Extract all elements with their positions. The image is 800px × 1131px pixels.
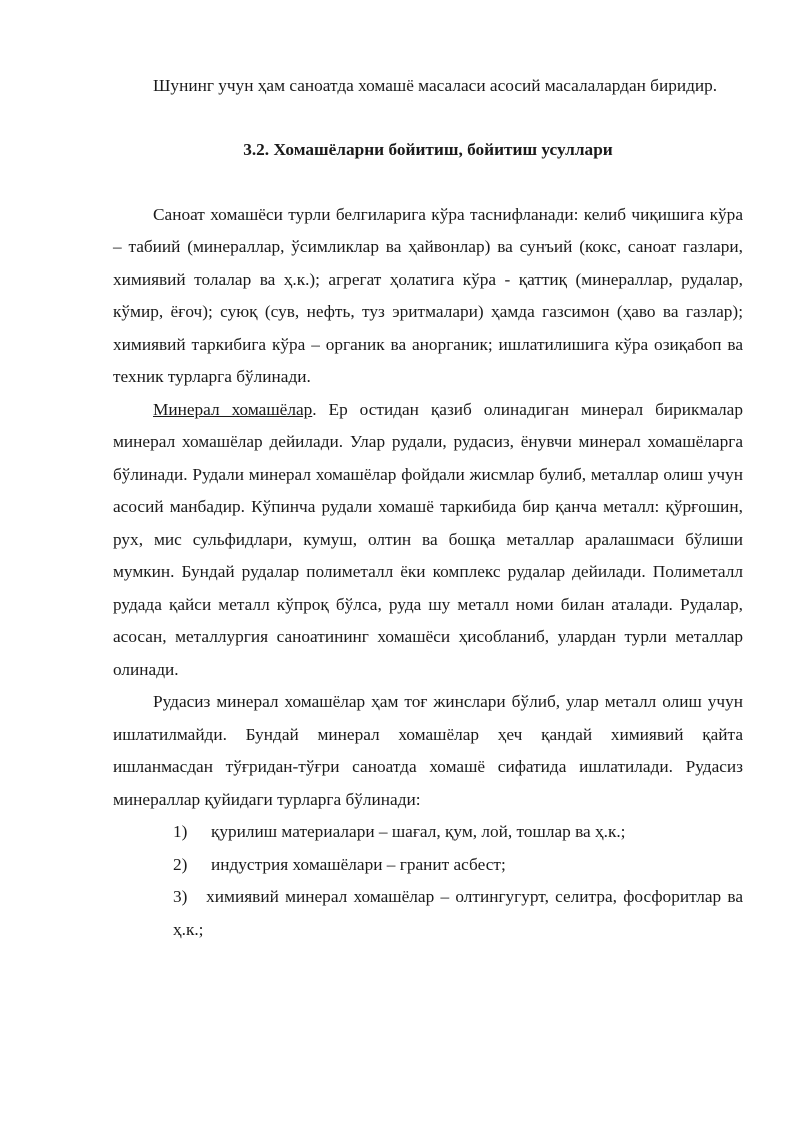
list-item (113, 849, 743, 882)
paragraph-classification: Саноат хомашёси турли белгиларига кўра таснифланади: келиб чиқишига кўра – табиий (минераллар, ўсимликлар ва ҳайвонлар) ва сунъий (кокс, саноат газлари, химиявий толалар ва ҳ.к.); агрегат ҳолатига кўра - қаттиқ (минераллар, рудалар, кўмир, ёғоч); суюқ (сув, нефть, туз эритмалари) ҳамда газсимон (ҳаво ва газлар); химиявий таркибига кўра – органик ва анорганик; ишлатилишига кўра озиқабоп ва техник турларга бўлинади. (113, 204, 743, 386)
list-item-text: индустрия хомашёлари – гранит асбест; (211, 854, 506, 874)
section-heading: 3.2. Хомашёларни бойитиш, бойитиш усуллари (243, 139, 613, 159)
list-item-number: 2) (173, 854, 188, 874)
paragraph-mineral-text: . Ер остидан қазиб олинадиган минерал бирикмалар минерал хомашёлар дейилади. Улар рудали, рудасиз, ёнувчи минерал хомашёларга бўлинади. Рудали минерал хомашёлар фойдали жисмлар булиб, металлар олиш учун асосий манбадир. Кўпинча рудали хомашё таркибида бир қанча металл: қўрғошин, рух, мис сульфидлари, кумуш, олтин ва бошқа металлар аралашмаси бўлиши мумкин. Бундай рудалар полиметалл ёки комплекс рудалар дейилади. Полиметалл рудада қайси металл кўпроқ бўлса, руда шу металл номи билан аталади. Рудалар, асосан, металлургия саноатининг хомашёси ҳисобланиб, улардан турли металлар олинади. (113, 399, 743, 679)
list-item-text: қурилиш материалари – шағал, қум, лой, тошлар ва ҳ.к.; (211, 822, 626, 841)
list-item (113, 881, 743, 946)
mineral-types-list (113, 816, 743, 946)
document-page (113, 70, 743, 946)
list-item-number: 1) (173, 822, 188, 841)
list-item-text: химиявий минерал хомашёлар – олтингугурт, селитра, фосфоритлар ва ҳ.к.; (173, 887, 743, 939)
paragraph-mineral (113, 394, 743, 687)
list-item (113, 816, 743, 849)
paragraph-intro: Шунинг учун ҳам саноатда хомашё масаласи асосий масалалардан биридир. (153, 76, 718, 95)
paragraph-non-ore: Рудасиз минерал хомашёлар ҳам тоғ жинслари бўлиб, улар металл олиш учун ишлатилмайди. Бундай минерал хомашёлар ҳеч қандай химиявий қайта ишланмасдан тўғридан-тўғри саноатда хомашё сифатида ишлатилади. Рудасиз минераллар қуйидаги турларга бўлинади: (113, 692, 743, 809)
list-item-number: 3) (173, 887, 188, 906)
term-mineral-raw-materials: Минерал хомашёлар (153, 399, 313, 419)
